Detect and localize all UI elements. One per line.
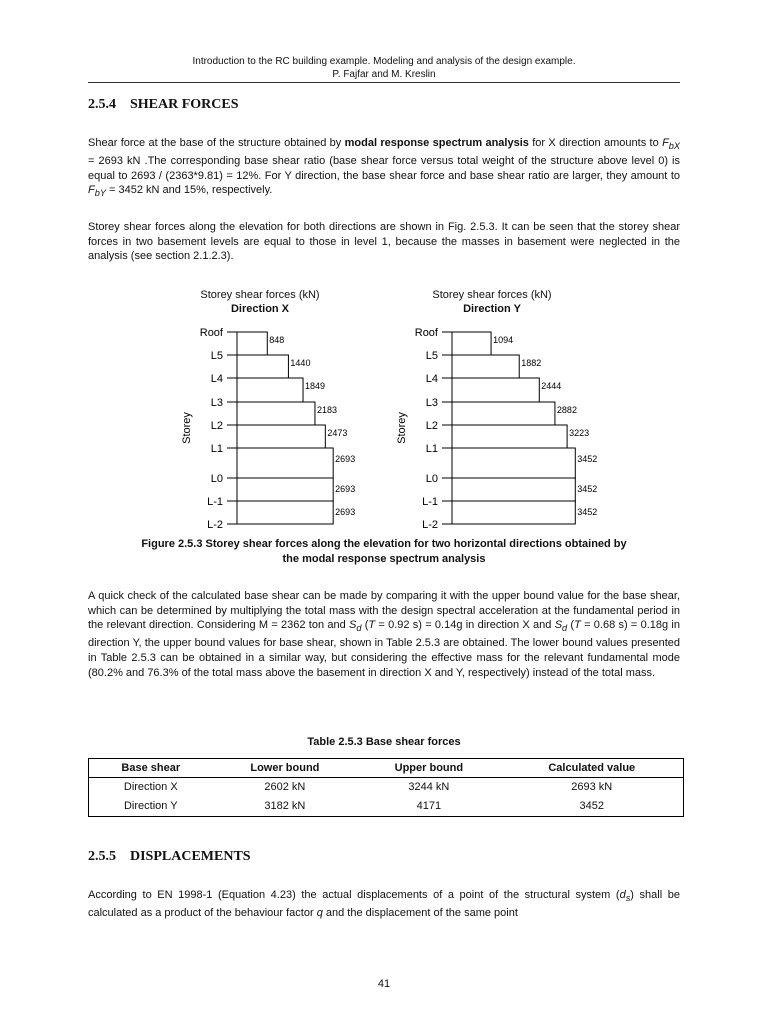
shear-value-label: 2473	[327, 428, 348, 438]
table-cell: Direction Y	[123, 800, 178, 812]
table-cell: 2693 kN	[571, 781, 613, 793]
level-label: L3	[210, 397, 223, 409]
level-label: L-2	[422, 519, 438, 531]
section-title: DISPLACEMENTS	[130, 849, 251, 864]
running-header-title: Introduction to the RC building example. Modeling and analysis of the design example.	[192, 56, 576, 67]
section-heading-displacements	[88, 849, 251, 865]
shear-bar	[452, 378, 539, 402]
level-label: L-1	[422, 496, 438, 508]
chart-x-title: Storey shear forces (kN) Direction X	[200, 289, 320, 315]
table-row	[89, 778, 684, 798]
shear-value-label: 2444	[541, 381, 562, 391]
section-heading-shear-forces	[88, 97, 239, 113]
table-row	[89, 797, 684, 817]
level-label: Roof	[199, 327, 223, 339]
table-header-cell: Calculated value	[501, 759, 684, 778]
table-cell: 3182 kN	[264, 800, 306, 812]
chart-direction-y	[385, 322, 598, 534]
level-label: Roof	[414, 327, 438, 339]
shear-value-label: 2693	[335, 454, 356, 464]
running-header-authors: P. Fajfar and M. Kreslin	[332, 69, 436, 80]
storey-axis-label: Storey	[181, 412, 193, 444]
shear-bar	[237, 402, 315, 425]
shear-value-label: 1882	[521, 358, 542, 368]
shear-value-label: 3223	[569, 428, 590, 438]
shear-value-label: 2183	[316, 405, 337, 415]
shear-bar	[237, 355, 288, 378]
table-header-cell: Lower bound	[213, 759, 358, 778]
table-cell: 3452	[579, 800, 605, 812]
shear-bar	[452, 402, 555, 425]
paragraph-storey-shear: Storey shear forces along the elevation for both directions are shown in Fig. 2.5.3. It can be seen that the storey shear forces in two basement levels are equal to those in level 1, because the masses in basement were neglected in the analysis (see section 2.1.2.3).	[88, 221, 680, 263]
table-cell: 3244 kN	[408, 781, 450, 793]
shear-bar	[452, 448, 575, 478]
level-label: L4	[425, 373, 438, 385]
page-number: 41	[377, 978, 391, 990]
shear-value-label: 3452	[577, 454, 598, 464]
shear-value-label: 1094	[493, 335, 514, 345]
shear-bar	[452, 425, 567, 448]
chart-direction-x	[170, 322, 370, 534]
table-cell: 4171	[416, 800, 442, 812]
storey-axis-label: Storey	[396, 412, 408, 444]
chart-y-title: Storey shear forces (kN) Direction Y	[432, 289, 552, 315]
shear-bar	[452, 478, 575, 501]
shear-value-label: 1440	[290, 358, 311, 368]
level-label: L2	[210, 420, 223, 432]
shear-bar	[237, 478, 333, 501]
level-label: L-1	[207, 496, 223, 508]
shear-value-label: 2693	[335, 484, 356, 494]
paragraph-upper-bound: A quick check of the calculated base shear can be made by comparing it with the upper bound value for the base shear, which can be determined by multiplying the total mass with the design spectral acceleration at the fundamental period in the relevant direction. Considering M = 2362 ton and $S_d$ (T = 0.92 s) = 0.14g in direction X and $S_d$ (T = 0.68 s) = 0.18g in direction Y, the upper bound values for base shear, shown in Table 2.5.3 are obtained. The lower bound values presented in Table 2.5.3 can be obtained in a similar way, but considering the effective mass for the relevant fundamental mode (80.2% and 76.3% of the total mass above the basement in direction X and Y, respectively) instead of the total mass.	[88, 590, 680, 679]
shear-value-label: 3452	[577, 507, 598, 517]
table-header-cell: Base shear	[89, 759, 213, 778]
shear-bar	[452, 501, 575, 524]
level-label: L0	[210, 473, 223, 485]
table-cell: 2602 kN	[264, 781, 306, 793]
level-label: L-2	[207, 519, 223, 531]
level-label: L3	[425, 397, 438, 409]
table-header-cell: Upper bound	[357, 759, 500, 778]
level-label: L1	[425, 443, 438, 455]
shear-value-label: 3452	[577, 484, 598, 494]
paragraph-base-shear: Shear force at the base of the structure obtained by modal response spectrum analysis for X direction amounts to $F_{bX} = 2693$ kN .The corresponding base shear ratio (base shear force versus total weight of the structure above level 0) is equal to 2693 / (2363*9.81) = 12%. For Y direction, the base shear force and base shear ratio are larger, they amount to $F_{bY} = 3452$ kN and 15%, respectively.	[88, 137, 680, 199]
shear-bar	[237, 425, 325, 448]
section-number: 2.5.5	[88, 849, 116, 864]
level-label: L5	[210, 350, 223, 362]
shear-bar	[237, 448, 333, 478]
table-caption: Table 2.5.3 Base shear forces	[307, 736, 461, 748]
paragraph-displacements: According to EN 1998-1 (Equation 4.23) the actual displacements of a point of the structural system $(d_s)$ shall be calculated as a product of the behaviour factor q and the displacement of the same point	[88, 889, 681, 919]
table-header-row	[89, 759, 684, 778]
shear-bar	[237, 378, 303, 402]
level-label: L2	[425, 420, 438, 432]
level-label: L0	[425, 473, 438, 485]
shear-bar	[237, 332, 267, 355]
shear-bar	[452, 355, 519, 378]
shear-bar	[452, 332, 491, 355]
shear-value-label: 848	[269, 335, 285, 345]
level-label: L1	[210, 443, 223, 455]
level-label: L4	[210, 373, 223, 385]
level-label: L5	[425, 350, 438, 362]
shear-value-label: 1849	[305, 381, 326, 391]
base-shear-table	[88, 758, 684, 817]
section-title: SHEAR FORCES	[130, 97, 239, 112]
shear-value-label: 2882	[556, 405, 577, 415]
figure-caption: Figure 2.5.3 Storey shear forces along the elevation for two horizontal directions obtained by the modal response spectrum analysis	[141, 538, 627, 565]
shear-bar	[237, 501, 333, 524]
header-rule	[88, 82, 680, 83]
table-cell: Direction X	[123, 781, 178, 793]
section-number: 2.5.4	[88, 97, 116, 112]
shear-value-label: 2693	[335, 507, 356, 517]
